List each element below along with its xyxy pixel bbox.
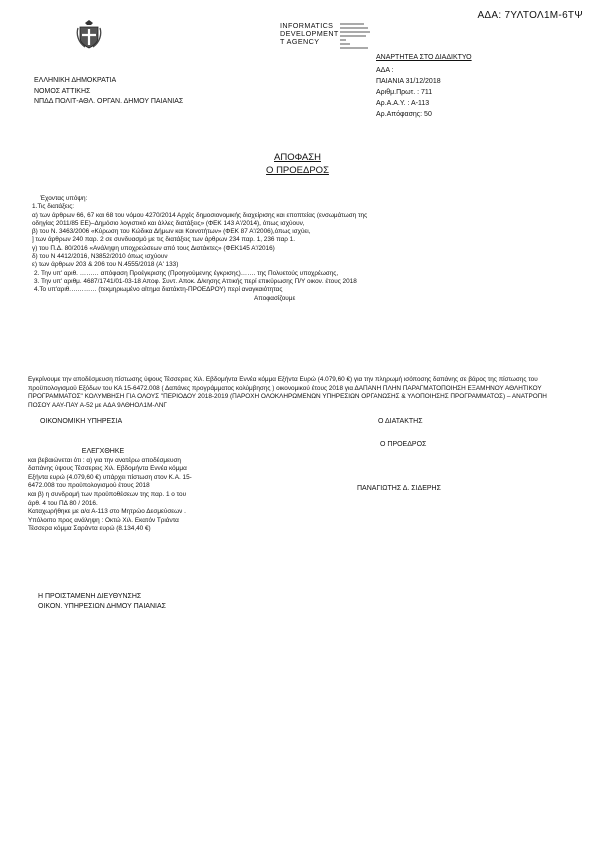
publish-online-label: ΑΝΑΡΤΗΤΕΑ ΣΤΟ ΔΙΑΔΙΚΤΥΟ: [376, 54, 472, 61]
body-line: ] των άρθρων 240 παρ. 2 σε συνδυασμό με τις διατάξεις των άρθρων 234 παρ. 1, 236 παρ 1.: [32, 236, 295, 244]
meta-aay: Αρ.Α.Α.Υ. : Α-113: [376, 100, 430, 107]
body-line: οδηγίας 2011/85 ΕΕ)–Δημόσιο λογιστικό και άλλες διατάξεις» (ΦΕΚ 143 Α'/2014), όπως ισχύουν,: [32, 219, 305, 227]
body-line: γ) του Π.Δ. 80/2016 «Ανάληψη υποχρεώσεων από τους Διατάκτες» (ΦΕΚ145 Α'/2016): [32, 244, 275, 252]
logo-fine-text-icon: [340, 22, 374, 52]
finance-service-label: ΟΙΚΟΝΟΜΙΚΗ ΥΠΗΡΕΣΙΑ: [40, 418, 123, 425]
signatory-name: ΠΑΝΑΓΙΩΤΗΣ Δ. ΣΙΔΕΡΗΣ: [357, 485, 441, 492]
document-meta: [376, 65, 441, 120]
meta-protocol: Αριθμ.Πρωτ. : 711: [376, 89, 433, 96]
meta-date: ΠΑΙΑΝΙΑ 31/12/2018: [376, 78, 441, 85]
decision-paragraph: Εγκρίνουμε την αποδέσμευση πίστωσης ύψους Τέσσερεις Χιλ. Εβδομήντα Εννέα κόμμα Εξήντα Ευρώ (4.079,60 €) για την πληρωμή ισόποσης δαπάνης σε βάρος της πίστωσης του προϋπολογισμού Εξόδων του ΚΑ 15-6472.008 ( Δαπάνες προγράμματος κολύμβησης ) οικονομικού έτους 2018 για ΔΑΠΑΝΗ ΠΛΗΝ ΠΑΡΑΓΜΑΤΟΠΟΙΗΣΗ ΕΞΑΜΗΝΟΥ ΑΘΛΗΤΙΚΟΥ ΠΡΟΓΡΑΜΜΑΤΟΣ" ΚΟΛΥΜΒΗΣΗ ΓΙΑ ΟΛΟΥΣ "ΠΕΡΙΟΔΟΥ 2018-2019 (ΠΑΡΟΧΗ ΟΛΟΚΛΗΡΩΜΕΝΩΝ ΥΠΗΡΕΣΙΩΝ ΟΡΓΑΝΩΣΗΣ & ΥΛΟΠΟΙΗΣΗΣ ΠΡΟΓΡΑΜΜΑΤΟΣ) – ΑΝΑΤΡΟΠΗ ΠΟΣΟΥ ΑΑΥ-ΠΑΥ Α-52 με ΑΔΑ 9ΛΘΗΟΛ1Μ-ΛΝΓ: [28, 376, 547, 409]
body-line: α) των άρθρων 66, 67 και 68 του νόμου 4270/2014 Αρχές δημοσιονομικής διαχείρισης και εποπτείας (ενσωμάτωση της: [32, 211, 368, 219]
agency-logo: [280, 22, 339, 47]
verification-line: Υπόλοιπο προς ανάληψη : Οκτώ Χιλ. Εκατόν Τριάντα: [28, 516, 179, 524]
verification-line: Καταχωρήθηκε με α/α Α-113 στο Μητρώο Δεσμεύσεων .: [28, 508, 186, 516]
authorizer-label: Ο ΔΙΑΤΑΚΤΗΣ: [378, 418, 423, 425]
issuer-line: ΕΛΛΗΝΙΚΗ ΔΗΜΟΚΡΑΤΙΑ: [34, 77, 117, 84]
body-line: 3. Την υπ' αριθμ. 4687/1741/01-03-18 Αποφ. Συντ. Αποκ. Δ/κησης Αττικής περί επικύρωσης Π/Υ οικον. έτους 2018: [34, 277, 357, 285]
verification-block: [28, 448, 192, 534]
verification-line: άρθ. 4 του ΠΔ 80 / 2016.: [28, 499, 98, 507]
body-line: Έχοντας υπόψη:: [40, 195, 88, 202]
footer-line: ΟΙΚΟΝ. ΥΠΗΡΕΣΙΩΝ ΔΗΜΟΥ ΠΑΙΑΝΙΑΣ: [38, 603, 166, 610]
meta-ada: ΑΔΑ :: [376, 67, 394, 74]
verification-line: 6472.008 του προϋπολογισμού έτους 2018: [28, 482, 150, 490]
issuer-line: ΝΠΔΔ ΠΟΛΙΤ-ΑΘΛ. ΟΡΓΑΝ. ΔΗΜΟΥ ΠΑΙΑΝΙΑΣ: [34, 98, 184, 105]
president-label: Ο ΠΡΟΕΔΡΟΣ: [380, 441, 427, 448]
issuer-line: ΝΟΜΟΣ ΑΤΤΙΚΗΣ: [34, 87, 91, 95]
issuer-block: [34, 76, 183, 108]
meta-decision-number: Αρ.Απόφασης: 50: [376, 111, 432, 118]
logo-line-1: INFORMATICS: [280, 21, 334, 30]
document-subtitle: Ο ΠΡΟΕΔΡΟΣ: [266, 165, 329, 176]
body-line: 1.Τις διατάξεις:: [32, 203, 75, 211]
verification-line: και βεβαιώνεται ότι : α) για την ανατέρω αποδέσμευση: [28, 456, 181, 464]
verified-heading: ΕΛΕΓΧΘΗΚΕ: [81, 448, 125, 455]
greek-emblem-icon: [76, 18, 102, 50]
body-line: δ) του Ν 4412/2016, Ν3852/2010 όπως ισχύουν: [32, 253, 168, 261]
footer-signature: [38, 592, 166, 612]
body-line: 4.Το υπ'αριθ.………… (τεκμηριωμένο αίτημα διατάκτη-ΠΡΟΕΔΡΟΥ) περί αναγκαιότητας: [34, 286, 283, 294]
document-title: ΑΠΟΦΑΣΗ: [274, 152, 321, 163]
ada-top-label: ΑΔΑ: 7ΥΛΤΟΛ1Μ-6ΤΨ: [477, 10, 583, 21]
considerations: [26, 195, 367, 303]
verification-line: Τέσσερα κόμμα Σαράντα ευρώ (8.134,40 €): [28, 525, 151, 533]
verification-line: Εξήντα ευρώ (4.079,60 €) υπάρχει πίστωση στον Κ.Α. 15-: [28, 473, 192, 481]
logo-line-3: T AGENCY: [280, 37, 320, 47]
decide-heading: Αποφασίζουμε: [254, 294, 296, 302]
logo-line-2: DEVELOPMENT: [280, 29, 339, 39]
verification-line: δαπάνης ύψους Τέσσερεις Χιλ. Εβδομήντα Εννέα κόμμα: [28, 465, 187, 473]
footer-line: Η ΠΡΟΙΣΤΑΜΕΝΗ ΔΙΕΥΘΥΝΣΗΣ: [38, 593, 142, 600]
verification-line: και β) η συνδρομή των προϋποθέσεων της παρ. 1 ο του: [28, 490, 187, 498]
body-line: ε) των άρθρων 203 & 206 του Ν.4555/2018 (Α' 133): [32, 261, 179, 269]
body-line: 2. Την υπ' αριθ. ……… απόφαση Προέγκρισης (Προηγούμενης έγκρισης)……. της Πολυετούς υποχρέωσης,: [34, 269, 339, 277]
body-line: β) του Ν. 3463/2006 «Κύρωση του Κώδικα Δήμων και Κοινοτήτων» (ΦΕΚ 87 Α'/2006),όπως ισχύει,: [32, 228, 311, 236]
